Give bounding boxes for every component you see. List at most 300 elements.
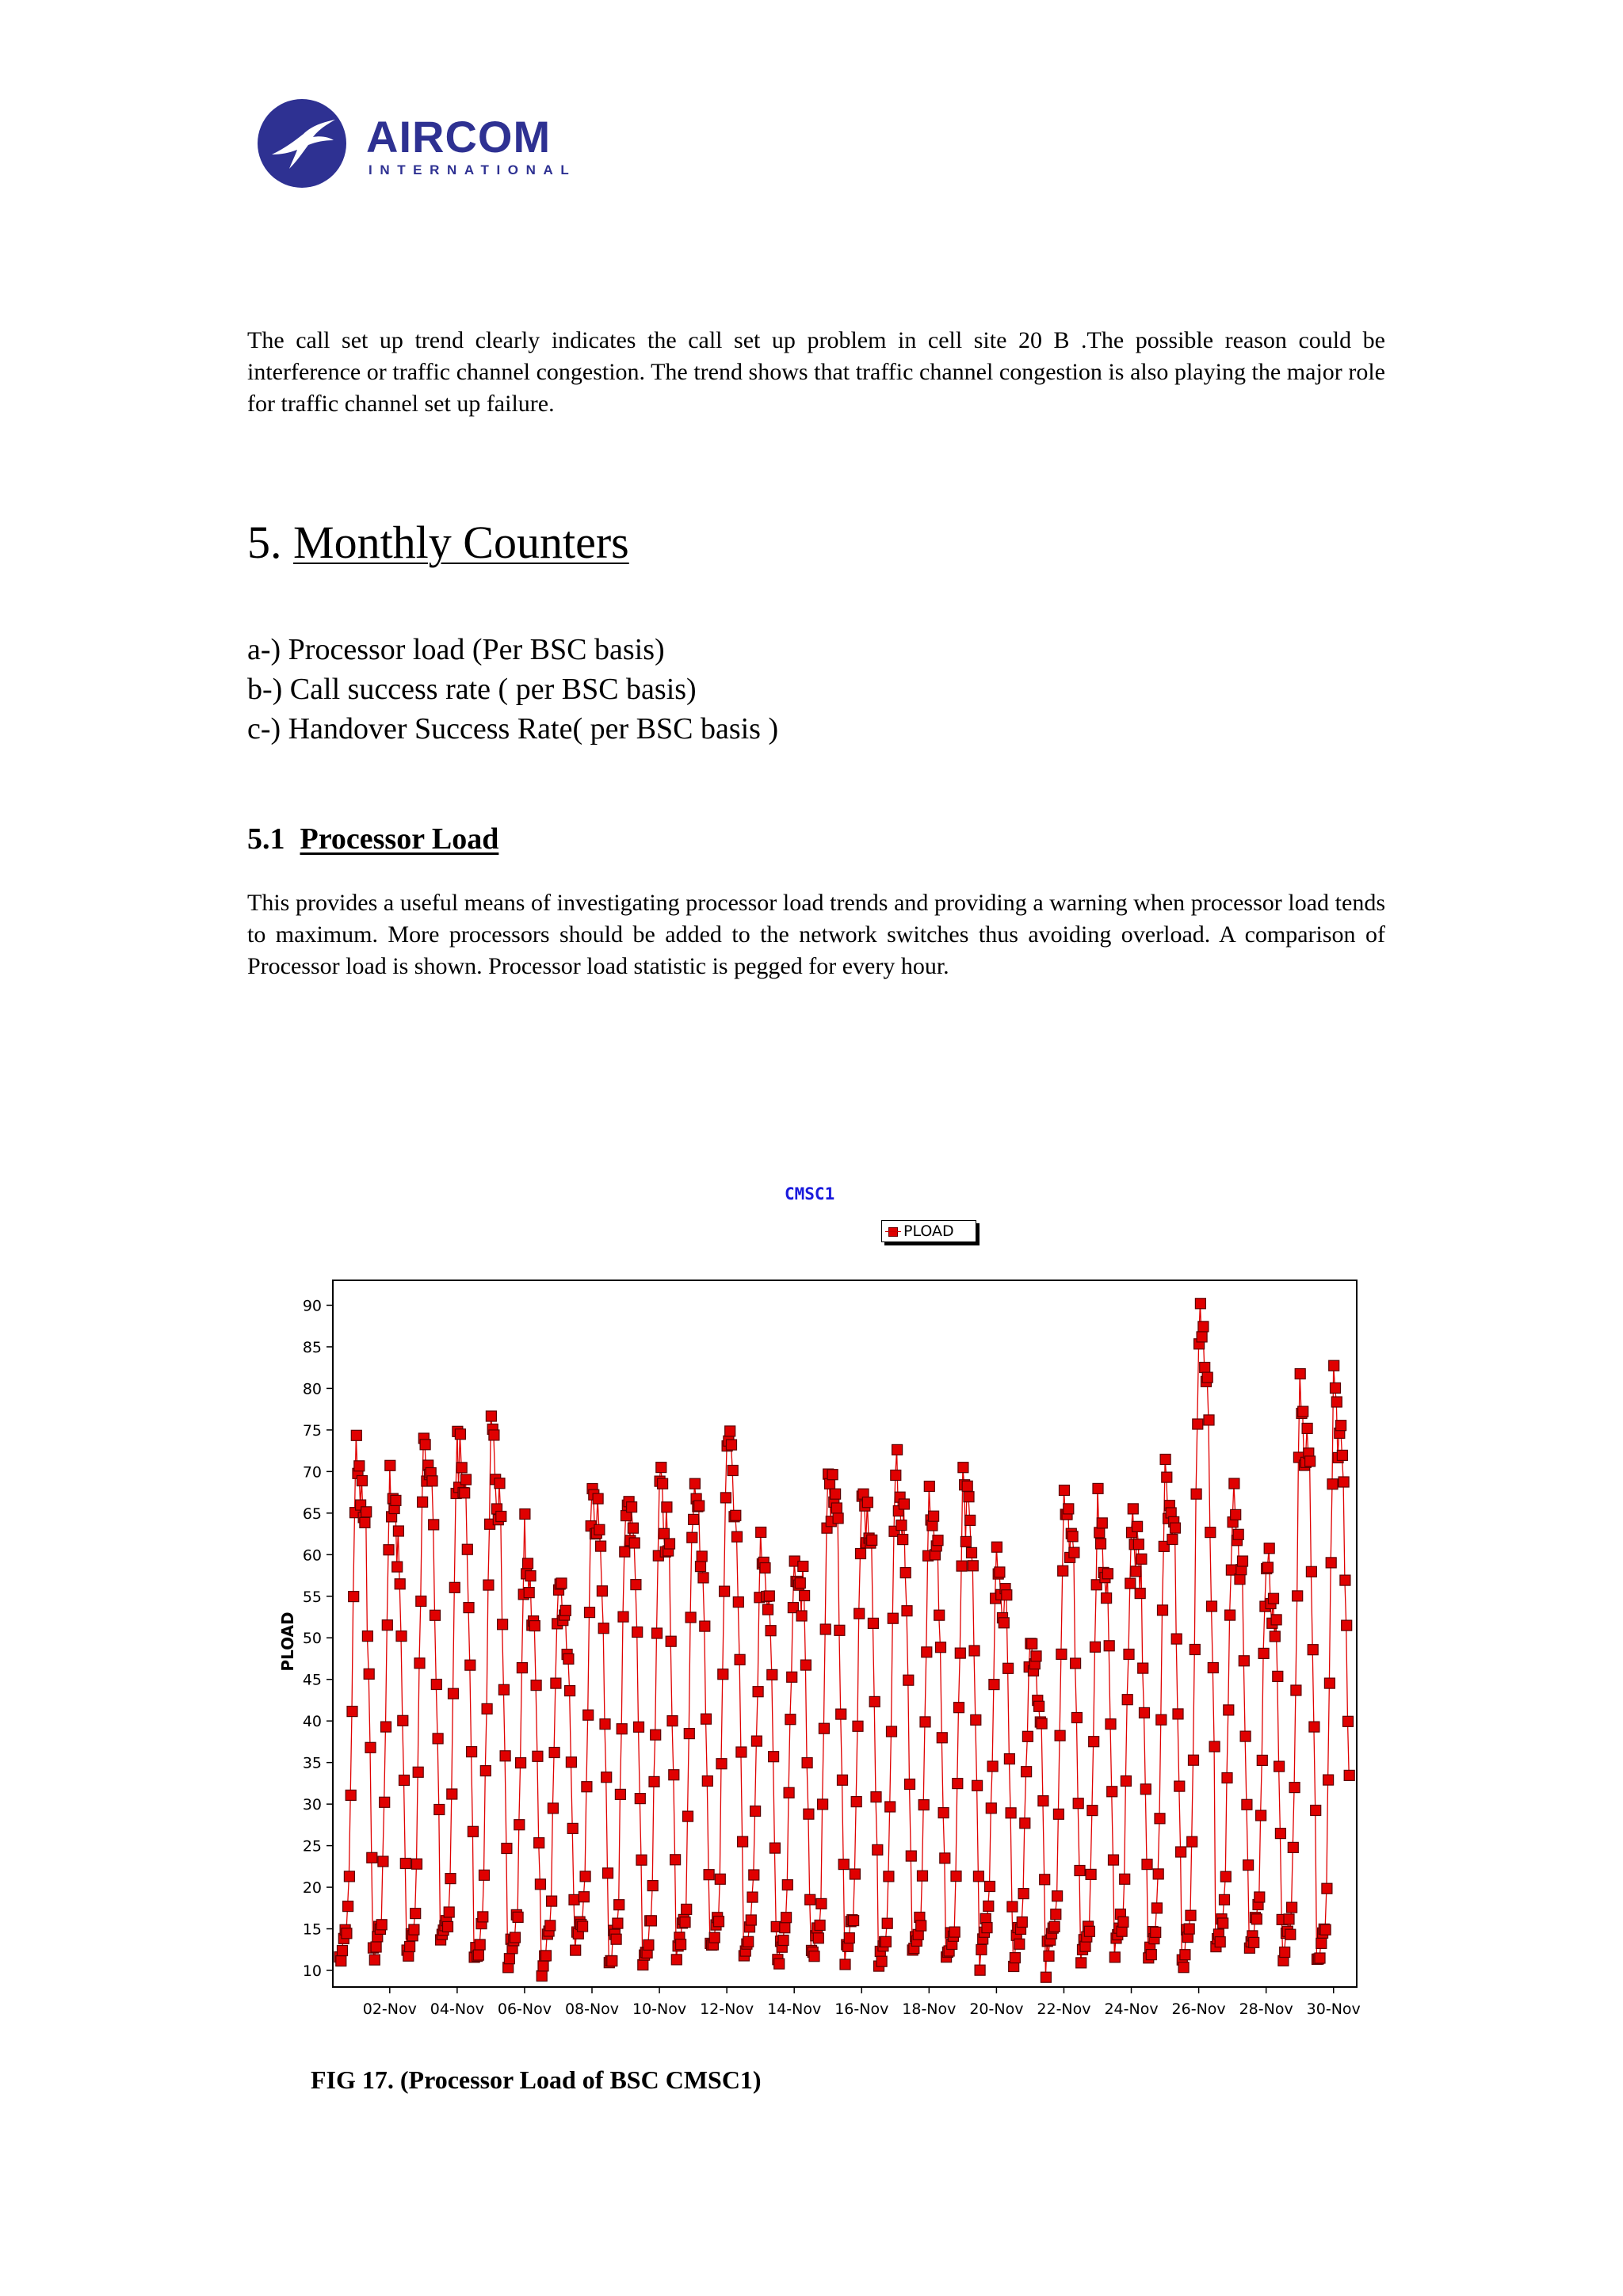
data-point-marker	[818, 1799, 828, 1810]
data-point-marker	[1288, 1842, 1298, 1852]
data-point-marker	[1093, 1483, 1103, 1493]
data-point-marker	[517, 1663, 527, 1673]
data-point-marker	[684, 1729, 694, 1739]
data-point-marker	[1190, 1645, 1200, 1655]
data-point-marker	[1251, 1914, 1262, 1924]
list-item: a-) Processor load (Per BSC basis)	[247, 633, 665, 666]
data-point-marker	[738, 1836, 748, 1847]
data-point-marker	[1337, 1450, 1347, 1460]
data-point-marker	[898, 1535, 908, 1545]
data-point-marker	[1104, 1641, 1114, 1651]
data-point-marker	[987, 1761, 998, 1772]
data-point-marker	[496, 1512, 506, 1522]
data-point-marker	[1031, 1651, 1041, 1661]
data-point-marker	[892, 1444, 903, 1455]
data-point-marker	[918, 1800, 929, 1810]
data-point-marker	[444, 1907, 454, 1917]
data-point-marker	[1067, 1531, 1078, 1542]
data-point-marker	[578, 1921, 588, 1932]
data-point-marker	[1198, 1322, 1209, 1332]
y-tick-label: 25	[302, 1837, 322, 1855]
data-point-marker	[999, 1618, 1009, 1628]
data-point-marker	[1107, 1787, 1117, 1797]
data-point-marker	[486, 1411, 496, 1421]
bird-logo-icon	[258, 99, 346, 188]
data-point-marker	[651, 1730, 661, 1740]
data-point-marker	[614, 1900, 624, 1910]
data-point-marker	[689, 1514, 699, 1524]
data-point-marker	[805, 1894, 815, 1905]
data-point-marker	[433, 1733, 443, 1744]
list-item: b-) Call success rate ( per BSC basis)	[247, 673, 697, 706]
data-point-marker	[429, 1520, 439, 1530]
data-point-marker	[764, 1591, 774, 1601]
section-title: Monthly Counters	[293, 517, 629, 568]
data-point-marker	[523, 1558, 533, 1569]
data-point-marker	[569, 1894, 579, 1905]
data-point-marker	[560, 1605, 571, 1615]
data-point-marker	[1153, 1869, 1163, 1879]
data-point-marker	[601, 1772, 612, 1783]
data-point-marker	[1156, 1714, 1167, 1725]
data-point-marker	[735, 1654, 745, 1665]
data-point-marker	[1231, 1509, 1241, 1520]
y-tick-label: 15	[302, 1920, 322, 1939]
data-point-marker	[833, 1513, 843, 1524]
data-point-marker	[736, 1747, 747, 1757]
data-point-marker	[973, 1871, 983, 1882]
data-point-marker	[1131, 1566, 1141, 1577]
data-point-marker	[580, 1871, 590, 1882]
data-point-marker	[957, 1561, 967, 1571]
data-point-marker	[802, 1758, 812, 1768]
x-tick-label: 24-Nov	[1104, 2000, 1159, 2018]
data-point-marker	[906, 1851, 916, 1861]
data-point-marker	[504, 1954, 514, 1964]
data-point-marker	[378, 1856, 388, 1867]
data-point-marker	[502, 1844, 512, 1854]
data-point-marker	[412, 1859, 422, 1869]
subsection-heading-processor-load	[247, 821, 498, 857]
data-point-marker	[731, 1510, 741, 1520]
data-point-marker	[876, 1956, 887, 1966]
data-point-marker	[787, 1672, 797, 1682]
data-point-marker	[1291, 1685, 1301, 1695]
data-point-marker	[411, 1909, 421, 1919]
data-point-marker	[1121, 1776, 1131, 1787]
data-point-marker	[785, 1714, 796, 1725]
data-point-marker	[884, 1871, 894, 1882]
data-point-marker	[434, 1805, 445, 1815]
data-point-marker	[475, 1939, 485, 1950]
data-point-marker	[1135, 1589, 1145, 1599]
data-point-marker	[1257, 1755, 1267, 1765]
counters-list	[247, 630, 778, 749]
data-point-marker	[385, 1460, 395, 1470]
data-point-marker	[1003, 1663, 1014, 1673]
data-point-marker	[1327, 1479, 1338, 1489]
x-tick-label: 30-Nov	[1306, 2000, 1361, 2018]
data-point-marker	[753, 1687, 763, 1697]
processor-load-chart	[269, 1268, 1363, 2028]
data-point-marker	[656, 1463, 666, 1473]
data-point-marker	[1275, 1829, 1285, 1839]
data-point-marker	[460, 1488, 470, 1498]
data-point-marker	[838, 1859, 849, 1870]
data-point-marker	[510, 1932, 521, 1943]
data-point-marker	[827, 1470, 838, 1480]
data-point-marker	[927, 1520, 938, 1531]
data-point-marker	[1167, 1535, 1178, 1545]
data-point-marker	[1071, 1713, 1082, 1723]
data-point-marker	[720, 1493, 731, 1503]
data-point-marker	[844, 1933, 854, 1943]
data-point-marker	[535, 1879, 545, 1890]
data-point-marker	[478, 1912, 488, 1922]
data-point-marker	[918, 1871, 928, 1881]
data-point-marker	[709, 1932, 720, 1943]
data-point-marker	[638, 1960, 648, 1970]
data-point-marker	[465, 1660, 475, 1670]
data-point-marker	[1089, 1737, 1099, 1747]
data-point-marker	[541, 1951, 552, 1961]
data-point-marker	[1064, 1504, 1074, 1514]
data-point-marker	[1155, 1814, 1165, 1824]
data-point-marker	[853, 1721, 863, 1731]
data-point-marker	[495, 1478, 505, 1489]
data-point-marker	[763, 1604, 773, 1615]
data-point-marker	[1320, 1924, 1331, 1935]
data-point-marker	[480, 1766, 491, 1776]
data-point-marker	[929, 1511, 939, 1521]
x-tick-label: 08-Nov	[564, 2000, 620, 2018]
data-point-marker	[635, 1794, 645, 1804]
data-point-marker	[1171, 1634, 1182, 1644]
data-point-marker	[347, 1707, 357, 1717]
data-point-marker	[671, 1955, 682, 1965]
data-point-marker	[371, 1942, 381, 1952]
data-point-marker	[780, 1923, 790, 1933]
data-point-marker	[613, 1918, 623, 1928]
legend-label: PLOAD	[903, 1222, 954, 1240]
data-point-marker	[1295, 1369, 1305, 1379]
data-point-marker	[395, 1579, 405, 1589]
data-point-marker	[1186, 1910, 1196, 1920]
data-point-marker	[489, 1430, 499, 1440]
data-point-marker	[850, 1869, 860, 1879]
data-point-marker	[603, 1868, 613, 1878]
data-point-marker	[1006, 1808, 1016, 1818]
data-point-marker	[800, 1591, 810, 1601]
data-point-marker	[520, 1509, 530, 1520]
chart-legend	[881, 1220, 976, 1242]
data-point-marker	[937, 1733, 947, 1743]
data-point-marker	[349, 1592, 359, 1602]
x-tick-label: 28-Nov	[1239, 2000, 1293, 2018]
data-point-marker	[972, 1780, 983, 1791]
data-point-marker	[1270, 1631, 1280, 1642]
data-point-marker	[1136, 1554, 1147, 1564]
data-point-marker	[420, 1440, 430, 1450]
data-point-marker	[766, 1626, 776, 1636]
data-point-marker	[1140, 1707, 1150, 1718]
data-point-marker	[392, 1562, 403, 1572]
data-point-marker	[376, 1920, 387, 1930]
y-tick-label: 80	[302, 1380, 322, 1398]
data-point-marker	[750, 1806, 761, 1817]
data-point-marker	[1256, 1810, 1266, 1821]
data-point-marker	[782, 1880, 792, 1890]
data-point-marker	[547, 1896, 557, 1906]
data-point-marker	[632, 1627, 643, 1638]
data-point-marker	[1238, 1556, 1248, 1566]
data-point-marker	[902, 1606, 912, 1616]
x-tick-label: 12-Nov	[700, 2000, 754, 2018]
data-point-marker	[1053, 1809, 1064, 1819]
data-point-marker	[1225, 1610, 1235, 1620]
data-point-marker	[393, 1526, 403, 1536]
data-point-marker	[537, 1971, 547, 1981]
data-point-marker	[596, 1541, 606, 1551]
data-point-marker	[1052, 1891, 1063, 1901]
data-point-marker	[556, 1578, 567, 1589]
data-point-marker	[920, 1717, 930, 1727]
data-point-marker	[594, 1524, 605, 1535]
data-point-marker	[1309, 1722, 1319, 1732]
data-point-marker	[1162, 1472, 1172, 1482]
data-point-marker	[365, 1742, 376, 1753]
data-point-marker	[869, 1696, 880, 1707]
data-point-marker	[1305, 1456, 1316, 1466]
data-point-marker	[1037, 1718, 1047, 1729]
data-point-marker	[732, 1531, 743, 1542]
data-point-marker	[982, 1923, 992, 1933]
y-tick-label: 50	[302, 1630, 322, 1648]
data-point-marker	[1218, 1918, 1228, 1928]
list-item: c-) Handover Success Rate( per BSC basis )	[247, 712, 779, 746]
data-point-marker	[714, 1917, 724, 1927]
data-point-marker	[405, 1942, 415, 1952]
data-point-marker	[647, 1881, 658, 1891]
data-point-marker	[820, 1624, 831, 1634]
data-point-marker	[1017, 1917, 1027, 1928]
x-tick-label: 02-Nov	[362, 2000, 417, 2018]
data-point-marker	[727, 1440, 737, 1450]
data-point-marker	[795, 1578, 805, 1589]
data-point-marker	[1056, 1649, 1067, 1659]
data-point-marker	[396, 1631, 407, 1642]
data-point-marker	[666, 1636, 676, 1646]
data-point-marker	[1151, 1903, 1162, 1913]
data-point-marker	[694, 1501, 705, 1511]
data-point-marker	[1173, 1709, 1183, 1719]
intro-paragraph: The call set up trend clearly indicates the call set up problem in cell site 20 B .The possible reason could be interference or traffic channel congestion. The trend shows that traffic channel congestion is also playing the major role for traffic channel set up failure.	[247, 327, 1385, 417]
data-point-marker	[1117, 1926, 1127, 1936]
data-point-marker	[873, 1844, 883, 1855]
logo-subtitle: INTERNATIONAL	[369, 162, 577, 177]
data-point-marker	[1049, 1921, 1060, 1932]
data-point-marker	[683, 1811, 693, 1821]
data-point-marker	[896, 1520, 907, 1531]
data-point-marker	[1174, 1781, 1185, 1791]
data-point-marker	[1178, 1962, 1189, 1973]
data-point-marker	[900, 1568, 911, 1578]
data-point-marker	[1027, 1638, 1037, 1649]
data-point-marker	[967, 1547, 977, 1558]
x-tick-label: 18-Nov	[902, 2000, 957, 2018]
data-point-marker	[958, 1463, 968, 1473]
data-point-marker	[1002, 1590, 1012, 1600]
data-point-marker	[774, 1958, 785, 1969]
data-point-marker	[733, 1597, 743, 1608]
data-point-marker	[815, 1920, 825, 1931]
data-point-marker	[1151, 1927, 1161, 1937]
data-point-marker	[1122, 1695, 1132, 1705]
data-point-marker	[643, 1939, 654, 1950]
data-point-marker	[456, 1463, 467, 1473]
data-point-marker	[620, 1547, 630, 1557]
data-point-marker	[933, 1535, 943, 1546]
y-tick-label: 35	[302, 1754, 322, 1772]
data-point-marker	[1222, 1773, 1232, 1783]
data-point-marker	[1073, 1798, 1083, 1809]
data-point-marker	[1087, 1806, 1098, 1816]
data-point-marker	[400, 1859, 411, 1869]
data-point-marker	[720, 1586, 730, 1596]
data-point-marker	[747, 1892, 758, 1902]
data-point-marker	[701, 1714, 712, 1724]
data-point-marker	[831, 1489, 841, 1499]
data-point-marker	[976, 1944, 987, 1955]
data-point-marker	[369, 1955, 380, 1965]
data-point-marker	[1209, 1741, 1220, 1752]
data-point-marker	[1187, 1836, 1197, 1847]
data-point-marker	[1138, 1663, 1148, 1673]
data-point-marker	[840, 1959, 850, 1970]
data-point-marker	[658, 1478, 668, 1489]
data-point-marker	[1343, 1716, 1354, 1726]
data-point-marker	[336, 1956, 346, 1966]
data-point-marker	[524, 1588, 534, 1598]
data-point-marker	[903, 1675, 914, 1685]
data-point-marker	[615, 1789, 625, 1799]
data-point-marker	[1109, 1855, 1119, 1865]
data-point-marker	[1020, 1818, 1030, 1829]
data-point-marker	[427, 1476, 437, 1486]
data-point-marker	[796, 1611, 807, 1621]
data-point-marker	[498, 1684, 509, 1695]
data-point-marker	[513, 1912, 523, 1922]
data-point-marker	[391, 1495, 401, 1505]
data-point-marker	[598, 1623, 609, 1634]
data-point-marker	[545, 1920, 556, 1931]
section-heading-monthly-counters	[247, 515, 629, 570]
data-point-marker	[905, 1779, 915, 1790]
data-point-marker	[1142, 1859, 1152, 1870]
y-tick-label: 65	[302, 1505, 322, 1523]
subsection-title: Processor Load	[300, 822, 499, 856]
data-point-marker	[1208, 1663, 1218, 1673]
data-point-marker	[715, 1874, 725, 1884]
data-point-marker	[1086, 1869, 1096, 1879]
data-point-marker	[1284, 1914, 1294, 1924]
data-point-marker	[1051, 1909, 1061, 1920]
data-point-marker	[529, 1621, 540, 1631]
data-point-marker	[1055, 1730, 1065, 1741]
data-point-marker	[1269, 1593, 1279, 1604]
data-point-marker	[781, 1913, 792, 1923]
data-point-marker	[585, 1608, 595, 1618]
data-point-marker	[983, 1901, 994, 1911]
data-point-marker	[969, 1646, 980, 1656]
data-point-marker	[1271, 1615, 1281, 1625]
data-point-marker	[538, 1961, 548, 1971]
data-point-marker	[951, 1871, 961, 1882]
data-point-marker	[1007, 1901, 1018, 1912]
data-point-marker	[1140, 1784, 1151, 1794]
data-point-marker	[685, 1612, 696, 1623]
data-point-marker	[1060, 1486, 1070, 1496]
y-tick-label: 60	[302, 1547, 322, 1565]
data-point-marker	[751, 1736, 762, 1746]
data-point-marker	[1170, 1523, 1181, 1533]
data-point-marker	[1146, 1950, 1156, 1960]
figure-caption: FIG 17. (Processor Load of BSC CMSC1)	[311, 2065, 762, 2094]
data-point-marker	[819, 1723, 829, 1733]
data-point-marker	[418, 1497, 428, 1507]
data-point-marker	[631, 1580, 641, 1590]
data-point-marker	[1195, 1299, 1205, 1309]
data-point-marker	[1326, 1558, 1336, 1568]
data-point-marker	[1340, 1575, 1350, 1585]
chart-title: CMSC1	[785, 1184, 835, 1203]
data-point-marker	[971, 1714, 981, 1725]
data-point-marker	[778, 1936, 789, 1946]
data-point-marker	[1329, 1360, 1339, 1371]
data-point-marker	[1160, 1455, 1170, 1465]
data-point-marker	[449, 1582, 460, 1592]
data-point-marker	[600, 1719, 610, 1730]
data-point-marker	[351, 1430, 361, 1440]
data-point-marker	[1176, 1847, 1186, 1857]
data-point-marker	[769, 1843, 780, 1853]
data-point-marker	[1076, 1958, 1086, 1968]
data-point-marker	[938, 1808, 949, 1818]
data-point-marker	[531, 1680, 541, 1691]
data-point-marker	[468, 1826, 478, 1836]
data-point-marker	[962, 1481, 972, 1491]
data-point-marker	[936, 1642, 946, 1653]
data-point-marker	[934, 1610, 945, 1620]
data-point-marker	[447, 1789, 457, 1799]
data-point-marker	[414, 1658, 425, 1669]
x-tick-label: 26-Nov	[1171, 2000, 1226, 2018]
data-point-marker	[483, 1580, 494, 1590]
data-point-marker	[1044, 1951, 1054, 1961]
data-point-marker	[1336, 1421, 1346, 1431]
y-tick-label: 10	[302, 1962, 322, 1981]
data-point-marker	[1158, 1605, 1168, 1615]
data-point-marker	[924, 1482, 934, 1492]
data-point-marker	[357, 1476, 367, 1486]
data-point-marker	[1289, 1783, 1300, 1793]
data-point-marker	[954, 1703, 964, 1713]
data-point-marker	[566, 1757, 576, 1768]
data-point-marker	[851, 1797, 861, 1807]
data-point-marker	[384, 1545, 394, 1555]
data-point-marker	[618, 1611, 628, 1622]
data-point-marker	[628, 1523, 638, 1533]
